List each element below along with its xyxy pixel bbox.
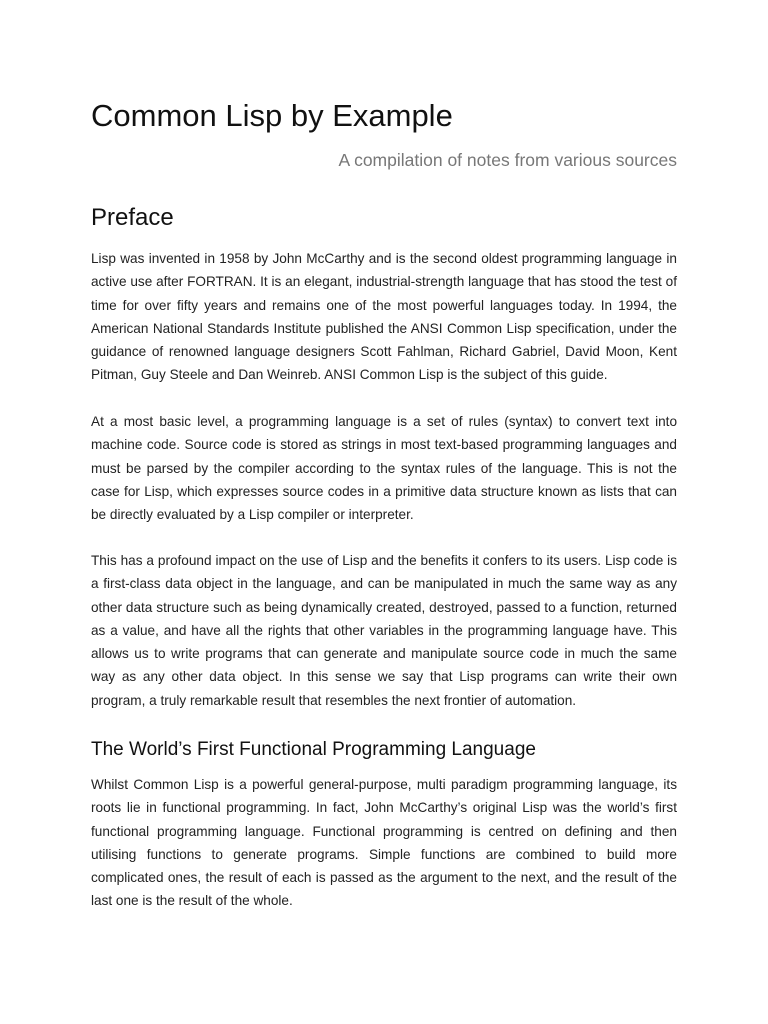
preface-paragraph-3: This has a profound impact on the use of Lisp and the benefits it confers to its users. Lisp code is a first-class data object in the language, and can be manipulated in much the same way as any other data structure such as being dynamically created, destroyed, passed to a function, returned as a value, and have all the rights that other variables in the programming language have. This allows us to write programs that can generate and manipulate source code in much the same way as any other data object. In this sense we say that Lisp programs can write their own program, a truly remarkable result that resembles the next frontier of automation. [91, 553, 677, 708]
functional-heading: The World’s First Functional Programming Language [91, 739, 536, 760]
preface-heading: Preface [91, 204, 174, 231]
document-subtitle: A compilation of notes from various sources [338, 150, 677, 170]
preface-paragraph-2: At a most basic level, a programming language is a set of rules (syntax) to convert text into machine code. Source code is stored as strings in most text-based programming languages and must be parsed by the compiler according to the syntax rules of the language. This is not the case for Lisp, which expresses source codes in a primitive data structure known as lists that can be directly evaluated by a Lisp compiler or interpreter. [91, 414, 677, 523]
preface-paragraph-1: Lisp was invented in 1958 by John McCarthy and is the second oldest programming language in active use after FORTRAN. It is an elegant, industrial-strength language that has stood the test of time for over fifty years and remains one of the most powerful languages today. In 1994, the American National Standards Institute published the ANSI Common Lisp specification, under the guidance of renowned language designers Scott Fahlman, Richard Gabriel, David Moon, Kent Pitman, Guy Steele and Dan Weinreb. ANSI Common Lisp is the subject of this guide. [91, 251, 677, 383]
functional-paragraph-1: Whilst Common Lisp is a powerful general-purpose, multi paradigm programming language, its roots lie in functional programming. In fact, John McCarthy’s original Lisp was the world’s first functional programming language. Functional programming is centred on defining and then utilising functions to generate programs. Simple functions are combined to build more complicated ones, the result of each is passed as the argument to the next, and the result of the last one is the result of the whole. [91, 777, 677, 909]
document-title: Common Lisp by Example [91, 98, 453, 133]
